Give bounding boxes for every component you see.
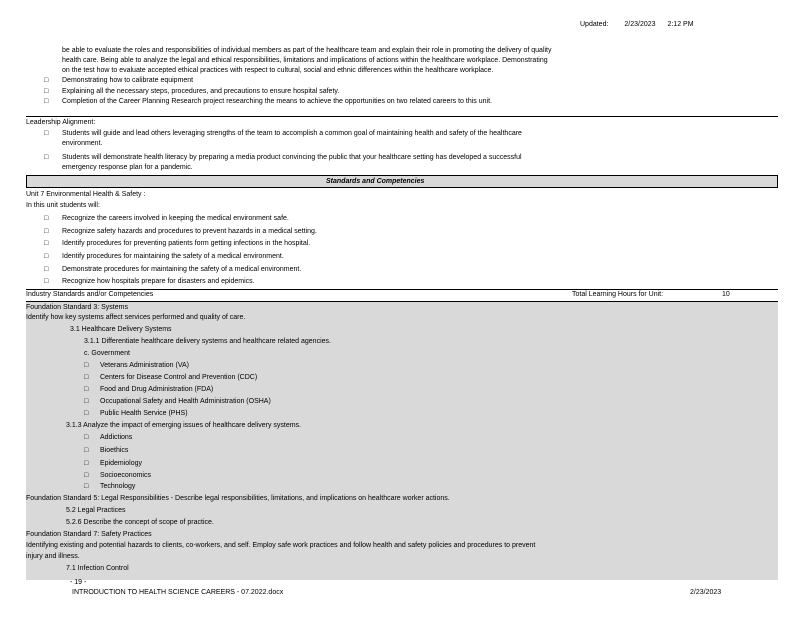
section-5-2-6: 5.2.6 Describe the concept of scope of practice. [66, 519, 214, 526]
section-5-2: 5.2 Legal Practices [66, 507, 126, 514]
gov-item-1: Veterans Administration (VA) [100, 362, 189, 369]
total-hours-label: Total Learning Hours for Unit: [572, 291, 664, 298]
section-3-1: 3.1 Healthcare Delivery Systems [70, 326, 172, 333]
total-hours-value: 10 [722, 291, 730, 298]
foundation3-title: Foundation Standard 3: Systems [26, 304, 128, 311]
foundation7-line-2: injury and illness. [26, 553, 80, 560]
gov-item-3: Food and Drug Administration (FDA) [100, 386, 214, 393]
foundation5-title: Foundation Standard 5: Legal Responsibilities - Describe legal responsibilities, limitations, and implications on healthcare worker actions. [26, 495, 450, 502]
issue-1: Addictions [100, 434, 133, 441]
objective-6: Recognize how hospitals prepare for disasters and epidemics. [62, 278, 255, 285]
foundation3-identify: Identify how key systems affect services performed and quality of care. [26, 314, 246, 321]
bullet-icon: □ [84, 460, 89, 467]
bullet-icon: □ [44, 228, 49, 235]
issue-2: Bioethics [100, 447, 129, 454]
issue-5: Technology [100, 483, 136, 490]
leadership-heading: Leadership Alignment: [26, 119, 96, 126]
bullet-icon: □ [44, 253, 49, 260]
bullet-icon: □ [44, 88, 49, 95]
bullet-icon: □ [84, 434, 89, 441]
intro-bullet-1: Demonstrating how to calibrate equipment [62, 77, 194, 84]
bullet-icon: □ [84, 374, 89, 381]
bullet-icon: □ [44, 98, 49, 105]
updated-time: 2:12 PM [667, 21, 694, 28]
bullet-icon: □ [84, 362, 89, 369]
bullet-icon: □ [44, 130, 49, 137]
issue-3: Epidemiology [100, 460, 143, 467]
industry-label: Industry Standards and/or Competencies [26, 291, 154, 298]
unit-intro: In this unit students will: [26, 202, 100, 209]
issue-4: Socioeconomics [100, 472, 151, 479]
objective-2: Recognize safety hazards and procedures to prevent hazards in a medical setting. [62, 228, 317, 235]
section-3-1-1: 3.1.1 Differentiate healthcare delivery systems and healthcare related agencies. [84, 338, 331, 345]
foundation7-line-1: Identifying existing and potential hazards to clients, co-workers, and self. Employ safe work practices and follow health and safety policies and procedures to prevent [26, 542, 536, 549]
intro-bullet-2: Explaining all the necessary steps, procedures, and precautions to ensure hospital safety. [62, 88, 340, 95]
bullet-icon: □ [84, 447, 89, 454]
intro-line-2: health care. Being able to analyze the legal and ethical responsibilities, limitations and implications of actions within the healthcare workplace. Demonstrating [62, 57, 548, 64]
bullet-icon: □ [44, 215, 49, 222]
updated-label: Updated: [580, 21, 609, 28]
leadership-bullet-2: Students will demonstrate health literacy by preparing a media product convincing the public that your healthcare setting has developed a successful [62, 154, 522, 161]
objective-5: Demonstrate procedures for maintaining the safety of a medical environment. [62, 266, 302, 273]
intro-line-3: on the test how to evaluate accepted ethical practices with respect to cultural, social and ethnic differences within the healthcare workplace. [62, 67, 494, 74]
leadership-bullet-1-cont: environment. [62, 140, 103, 147]
footer-date: 2/23/2023 [690, 589, 722, 596]
bullet-icon: □ [84, 483, 89, 490]
divider [26, 116, 778, 117]
bullet-icon: □ [44, 154, 49, 161]
updated-stamp [580, 20, 694, 30]
page-number: - 19 - [70, 579, 87, 586]
foundation7-title: Foundation Standard 7: Safety Practices [26, 531, 152, 538]
unit-title: Unit 7 Environmental Health & Safety : [26, 191, 146, 198]
bullet-icon: □ [44, 278, 49, 285]
standards-header: Standards and Competencies [326, 178, 425, 185]
bullet-icon: □ [44, 240, 49, 247]
bullet-icon: □ [84, 386, 89, 393]
leadership-bullet-1: Students will guide and lead others leveraging strengths of the team to accomplish a common goal of maintaining health and safety of the healthcare [62, 130, 522, 137]
intro-bullet-3: Completion of the Career Planning Research project researching the means to achieve the opportunities on two related careers to this unit. [62, 98, 492, 105]
bullet-icon: □ [84, 398, 89, 405]
objective-1: Recognize the careers involved in keeping the medical environment safe. [62, 215, 289, 222]
gov-item-2: Centers for Disease Control and Prevention (CDC) [100, 374, 258, 381]
gov-item-4: Occupational Safety and Health Administration (OSHA) [100, 398, 271, 405]
section-c-government: c. Government [84, 350, 130, 357]
bullet-icon: □ [44, 77, 49, 84]
updated-date: 2/23/2023 [624, 21, 656, 28]
bullet-icon: □ [84, 472, 89, 479]
leadership-bullet-2-cont: emergency response plan for a pandemic. [62, 164, 193, 171]
bullet-icon: □ [44, 266, 49, 273]
objective-3: Identify procedures for preventing patients form getting infections in the hospital. [62, 240, 311, 247]
section-3-1-3: 3.1.3 Analyze the impact of emerging issues of healthcare delivery systems. [66, 422, 302, 429]
document-name: INTRODUCTION TO HEALTH SCIENCE CAREERS - 07.2022.docx [72, 589, 284, 596]
objective-4: Identify procedures for maintaining the safety of a medical environment. [62, 253, 284, 260]
section-7-1: 7.1 Infection Control [66, 565, 129, 572]
intro-line-1: be able to evaluate the roles and responsibilities of individual members as part of the healthcare team and explain their role in promoting the delivery of quality [62, 47, 552, 54]
gov-item-5: Public Health Service (PHS) [100, 410, 188, 417]
bullet-icon: □ [84, 410, 89, 417]
